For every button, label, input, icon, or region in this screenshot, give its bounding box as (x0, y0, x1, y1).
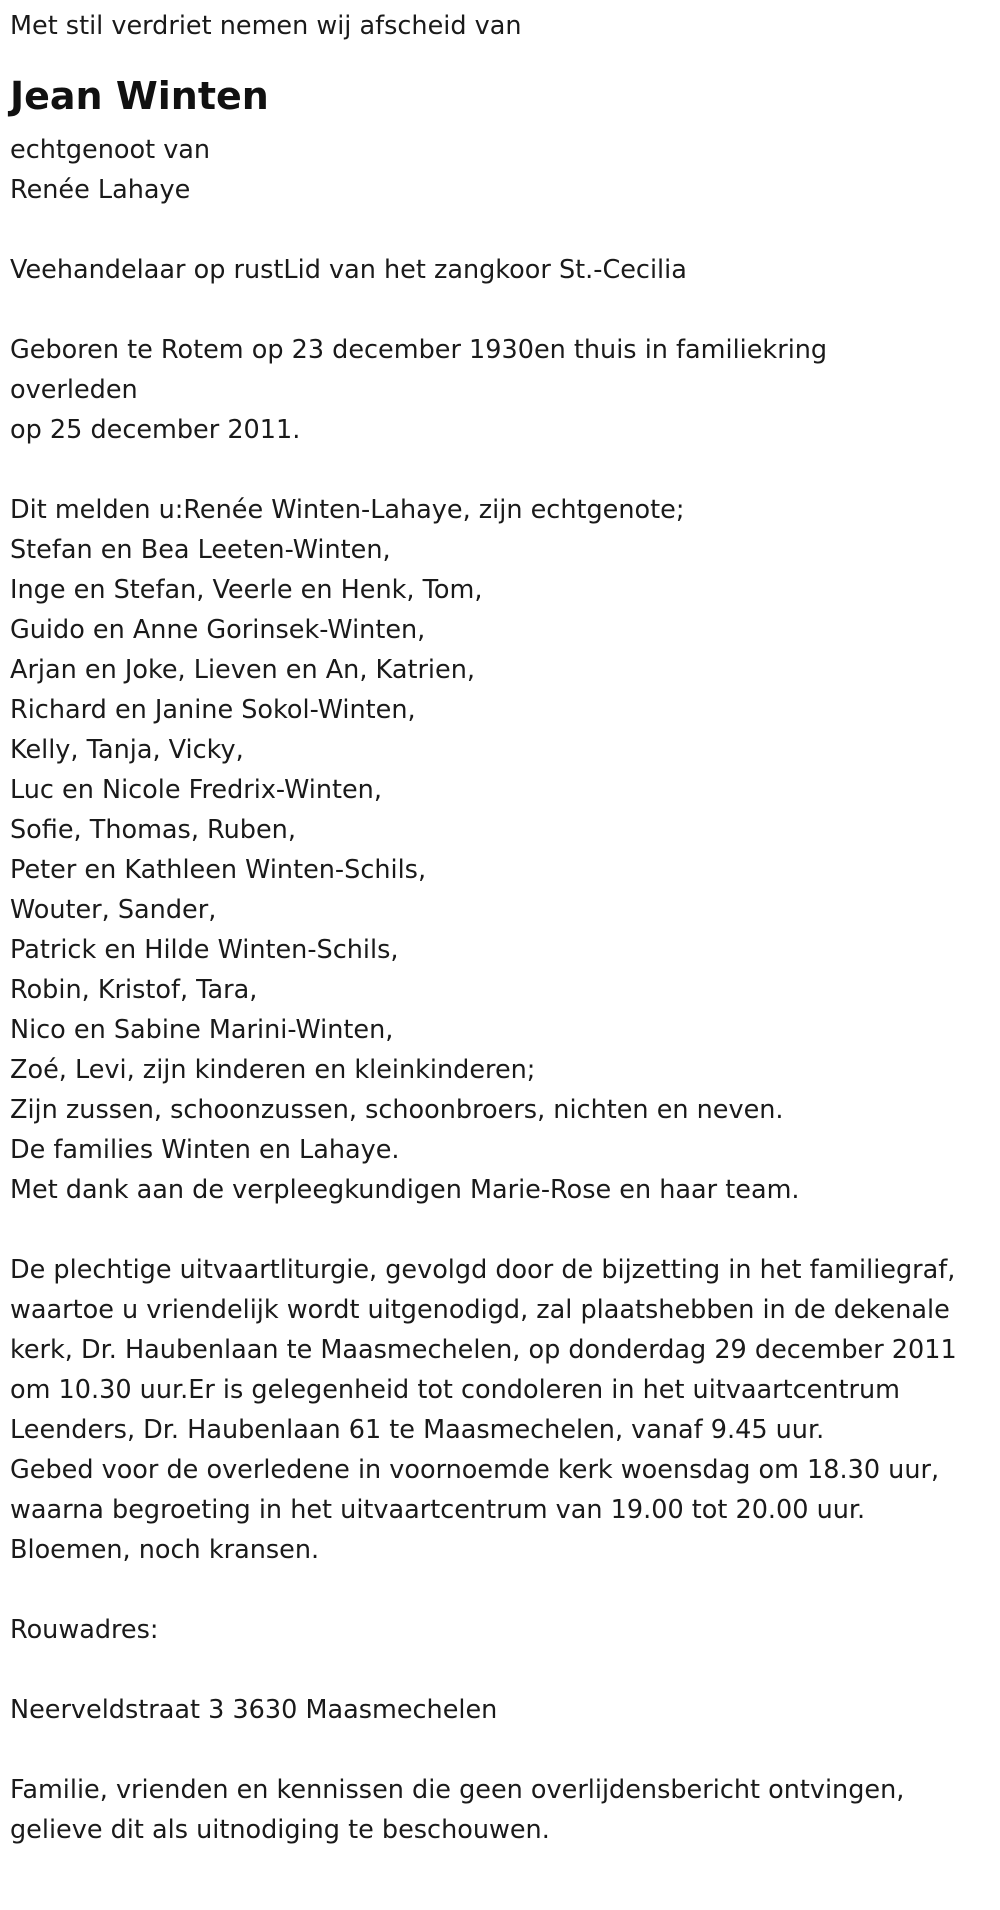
spouse-name: Renée Lahaye (10, 175, 191, 205)
flowers-note: Bloemen, noch kransen. (10, 1535, 320, 1565)
spacer (10, 1730, 990, 1770)
family-list (10, 490, 990, 1210)
family-line: Kelly, Tanja, Vicky, (10, 735, 244, 765)
family-line: Dit melden u:Renée Winten-Lahaye, zijn echtgenote; (10, 495, 685, 525)
family-line: Zoé, Levi, zijn kinderen en kleinkinderen; (10, 1055, 536, 1085)
spacer (10, 1650, 990, 1690)
family-line: Wouter, Sander, (10, 895, 217, 925)
family-line: Guido en Anne Gorinsek-Winten, (10, 615, 426, 645)
prayer-paragraph: Gebed voor de overledene in voornoemde kerk woensdag om 18.30 uur, waarna begroeting in het uitvaartcentrum van 19.00 tot 20.00 uur. (10, 1455, 940, 1525)
occupation-text: Veehandelaar op rustLid van het zangkoor St.-Cecilia (10, 255, 687, 285)
birth-line-1: Geboren te Rotem op 23 december 1930en thuis in familiekring (10, 335, 828, 365)
family-line: Richard en Janine Sokol-Winten, (10, 695, 416, 725)
intro-text: Met stil verdriet nemen wij afscheid van (10, 11, 522, 41)
family-line: Zijn zussen, schoonzussen, schoonbroers, nichten en neven. (10, 1095, 784, 1125)
family-line: Patrick en Hilde Winten-Schils, (10, 935, 399, 965)
spouse-label: echtgenoot van (10, 135, 211, 165)
birth-line-3: op 25 december 2011. (10, 415, 301, 445)
family-line: Luc en Nicole Fredrix-Winten, (10, 775, 382, 805)
spacer (10, 210, 990, 250)
closing-paragraph: Familie, vrienden en kennissen die geen overlijdensbericht ontvingen, gelieve dit als uitnodiging te beschouwen. (10, 1775, 905, 1845)
family-line: Peter en Kathleen Winten-Schils, (10, 855, 427, 885)
spacer (10, 290, 990, 330)
address-text: Neerveldstraat 3 3630 Maasmechelen (10, 1695, 498, 1725)
spacer (10, 1570, 990, 1610)
birth-line-2: overleden (10, 375, 138, 405)
family-line: De families Winten en Lahaye. (10, 1135, 400, 1165)
family-line: Stefan en Bea Leeten-Winten, (10, 535, 391, 565)
family-line: Arjan en Joke, Lieven en An, Katrien, (10, 655, 475, 685)
family-line: Met dank aan de verpleegkundigen Marie-Rose en haar team. (10, 1175, 800, 1205)
family-line: Sofie, Thomas, Ruben, (10, 815, 296, 845)
family-line: Nico en Sabine Marini-Winten, (10, 1015, 394, 1045)
family-line: Inge en Stefan, Veerle en Henk, Tom, (10, 575, 483, 605)
deceased-name: Jean Winten (10, 74, 269, 118)
address-label: Rouwadres: (10, 1615, 159, 1645)
family-line: Robin, Kristof, Tara, (10, 975, 258, 1005)
spacer (10, 450, 990, 490)
spacer (10, 1210, 990, 1250)
ceremony-paragraph: De plechtige uitvaartliturgie, gevolgd door de bijzetting in het familiegraf, waartoe u vriendelijk wordt uitgenodigd, zal plaatshebben in de dekenale kerk, Dr. Haubenlaan te Maasmechelen, op donderdag 29 december 2011 om 10.30 uur.Er is gelegenheid tot condoleren in het uitvaartcentrum Leenders, Dr. Haubenlaan 61 te Maasmechelen, vanaf 9.45 uur. (10, 1255, 957, 1445)
